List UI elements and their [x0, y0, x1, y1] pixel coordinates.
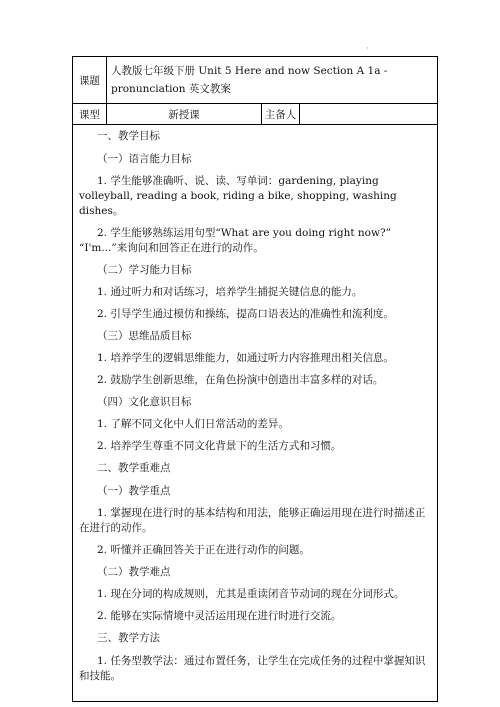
type-row: [73, 104, 438, 125]
paragraph: 2. 鼓励学生创新思维，在角色扮演中创造出丰富多样的对话。: [97, 374, 384, 386]
paragraph: 1. 现在分词的构成规则，尤其是重读闭音节动词的现在分词形式。: [97, 588, 405, 600]
type-value: 新授课: [107, 104, 262, 125]
subsection-heading: （三）思维品质目标: [97, 330, 192, 342]
section-heading: 三、教学方法: [97, 632, 160, 644]
preparer-value: [300, 104, 438, 125]
section-heading: 二、教学重难点: [97, 462, 171, 474]
paragraph: 1. 培养学生的逻辑思维能力，如通过听力内容推理出相关信息。: [97, 352, 394, 364]
content-row: [73, 125, 438, 702]
paragraph: 1. 掌握现在进行时的基本结构和用法，能够正确运用现在进行时描述正在进行的动作。: [79, 507, 426, 534]
subsection-heading: （四）文化意识目标: [97, 396, 192, 408]
subsection-heading: （一）语言能力目标: [97, 153, 192, 165]
subsection-heading: （一）教学重点: [97, 485, 171, 497]
preparer-label: 主备人: [262, 104, 300, 125]
paragraph: 2. 学生能够熟练运用句型“What are you doing right now?” “I'm...”来询问和回答正在进行的动作。: [79, 227, 391, 254]
subsection-heading: （二）学习能力目标: [97, 264, 192, 276]
paragraph: 2. 能够在实际情境中灵活运用现在进行时进行交流。: [97, 610, 342, 622]
topic-value: 人教版七年级下册 Unit 5 Here and now Section A 1a - pronunciation 英文教案: [107, 57, 438, 104]
paragraph: 1. 通过听力和对话练习，培养学生捕捉关键信息的能力。: [97, 286, 363, 298]
paragraph: 2. 引导学生通过模仿和操练，提高口语表达的准确性和流利度。: [97, 308, 394, 320]
paragraph: 2. 培养学生尊重不同文化背景下的生活方式和习惯。: [97, 440, 342, 452]
subsection-heading: （二）教学难点: [97, 566, 171, 578]
paragraph: 1. 任务型教学法：通过布置任务，让学生在完成任务的过程中掌握知识和技能。: [79, 655, 426, 682]
lesson-plan-table: [72, 56, 438, 702]
type-label: 课型: [73, 104, 107, 125]
page-mark: ·: [366, 44, 369, 54]
paragraph: 1. 学生能够准确听、说、读、写单词：gardening, playing volleyball, reading a book, riding a bike, shopping, washing dishes。: [79, 175, 397, 217]
paragraph: 2. 听懂并正确回答关于正在进行动作的问题。: [97, 544, 310, 556]
topic-label: 课题: [73, 57, 107, 104]
paragraph: 1. 了解不同文化中人们日常活动的差异。: [97, 418, 289, 430]
topic-row: [73, 57, 438, 104]
content-cell: [73, 125, 438, 702]
section-heading: 一、教学目标: [97, 130, 160, 142]
